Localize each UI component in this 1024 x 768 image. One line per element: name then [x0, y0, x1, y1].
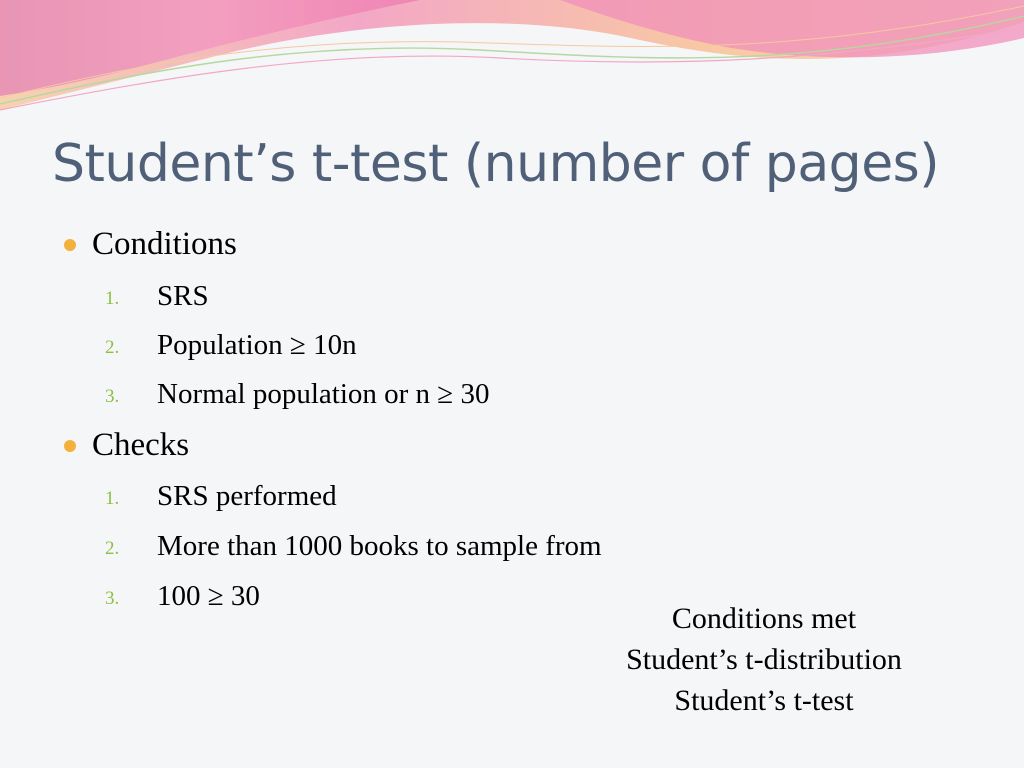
list-item-text: SRS performed: [157, 480, 337, 512]
conclusion-line: Student’s t-test: [674, 684, 854, 717]
bullet-dot-icon: [64, 440, 76, 452]
list-number: 2.: [105, 538, 120, 559]
list-number: 3.: [105, 588, 120, 609]
list-item: [105, 329, 357, 362]
bullet-heading: Conditions: [92, 226, 237, 262]
conclusion-line: Conditions met: [671, 602, 857, 635]
list-number: 2.: [105, 337, 120, 358]
decorative-wave-banner: [0, 0, 1024, 130]
list-item-text: More than 1000 books to sample from: [157, 530, 602, 562]
list-item-text: SRS: [157, 280, 209, 312]
bullet-checks: [92, 427, 189, 464]
list-item: [105, 530, 602, 563]
list-item: [105, 280, 209, 313]
list-item-text: Population ≥ 10n: [157, 329, 357, 361]
list-number: 3.: [105, 386, 120, 407]
list-item: [105, 580, 260, 613]
bullet-heading: Checks: [92, 427, 190, 463]
list-number: 1.: [105, 288, 120, 309]
conclusion-line: Student’s t-distribution: [626, 643, 902, 676]
list-item-text: 100 ≥ 30: [157, 580, 260, 612]
list-item: [105, 480, 337, 513]
list-item: [105, 378, 490, 411]
bullet-dot-icon: [64, 239, 76, 251]
bullet-conditions: [92, 226, 237, 263]
list-item-text: Normal population or n ≥ 30: [157, 378, 490, 410]
slide-title: Student’s t-test (number of pages): [52, 134, 940, 194]
list-number: 1.: [105, 488, 120, 509]
conclusion-textbox: [560, 598, 968, 721]
